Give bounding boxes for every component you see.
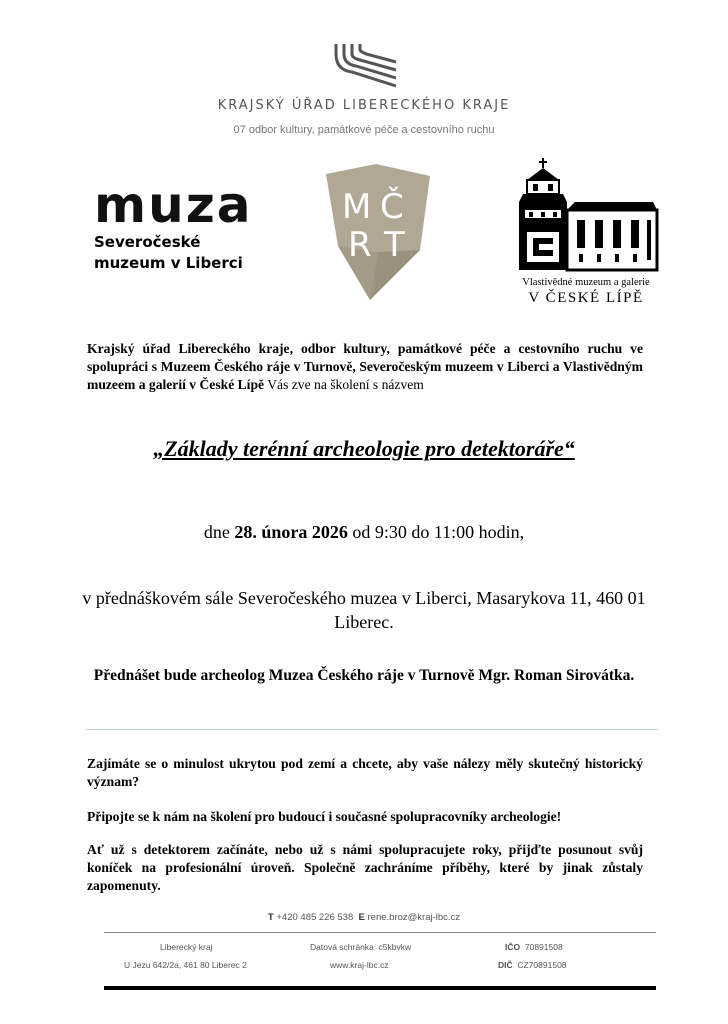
muza-subtitle-line1: Severočeské [94, 233, 201, 251]
phone-number: +420 485 226 538 [276, 912, 354, 923]
paragraph-invitation: Připojte se k nám na školení pro budoucí i současné spolupracovníky archeologie! [87, 809, 562, 824]
footer-databox [310, 942, 411, 952]
databox-label: Datová schránka [310, 942, 374, 952]
event-place: v přednáškovém sále Severočeského muzea v Liberci, Masarykova 11, 460 01 Liberec. [82, 588, 646, 632]
vlastivedne-logo-line1: Vlastivědné muzeum a galerie [522, 277, 650, 288]
paragraph-encouragement: Ať už s detektorem začínáte, nebo už s námi spolupracujete roky, přijďte posunout svůj koníček na profesionální úroveň. Společně zachráníme příběhy, které by jinak zůstaly zapomenuty. [87, 842, 643, 893]
paragraph-question: Zajímáte se o minulost ukrytou pod zemí a chcete, aby vaše nálezy měly skutečný historický význam? [87, 756, 643, 789]
event-title: „Základy terénní archeologie pro detektoráře“ [153, 436, 575, 461]
footer-org-name: Liberecký kraj [160, 942, 213, 952]
footer-address: U Jezu 642/2a, 461 80 Liberec 2 [124, 960, 247, 970]
date-prefix: dne [203, 522, 235, 542]
mcrt-logo [318, 162, 436, 307]
mcrt-letter-m: M [342, 187, 372, 227]
department-name: 07 odbor kultury, památkové péče a cestovního ruchu [233, 124, 495, 136]
lecturer-info: Přednášet bude archeolog Muzea Českého ráje v Turnově Mgr. Roman Sirovátka. [93, 667, 635, 684]
footer-ico [505, 942, 563, 952]
ico-label: IČO [505, 942, 521, 952]
phone-label: T [267, 912, 274, 923]
mcrt-letter-t: T [384, 225, 405, 265]
ico-value: 70891508 [524, 942, 563, 952]
footer-bottom-bar [104, 986, 656, 990]
databox-id: c5kbvkw [378, 942, 412, 952]
email-address: rene.broz@kraj-lbc.cz [367, 912, 461, 923]
mcrt-letter-c: Č [380, 187, 404, 227]
muza-logo [94, 188, 274, 233]
kraj-logo-icon [330, 40, 400, 95]
mcrt-letter-r: R [348, 225, 372, 265]
intro-normal: Vás zve na školení s názvem [264, 377, 424, 392]
muza-subtitle-line2: muzeum v Liberci [94, 254, 243, 272]
footer-divider [104, 932, 656, 933]
dic-value: CZ70891508 [517, 960, 567, 970]
footer-dic [498, 960, 567, 970]
email-label: E [358, 912, 365, 923]
intro-paragraph [87, 340, 643, 394]
office-name: KRAJSKÝ ÚŘAD LIBERECKÉHO KRAJE [217, 98, 511, 113]
intro-bold: Krajský úřad Libereckého kraje, odbor kultury, památkové péče a cestovního ruchu ve spolupráci s Muzeem Českého ráje v Turnově, Severočeským muzeem v Liberci a Vlastivědným muzeem a galerií v České Lípě [87, 341, 643, 392]
date-suffix: od 9:30 do 11:00 hodin, [347, 522, 525, 542]
dic-label: DIČ [498, 960, 513, 970]
vlastivedne-logo-line2: V ČESKÉ LÍPĚ [528, 290, 644, 306]
footer-contact [0, 912, 728, 923]
footer-web: www.kraj-lbc.cz [330, 960, 389, 970]
event-date [0, 522, 728, 543]
vlastivedne-muzeum-logo [515, 158, 660, 278]
date-bold: 28. února 2026 [234, 522, 348, 542]
section-divider [86, 729, 658, 730]
muza-wordmark: muza [94, 188, 253, 228]
